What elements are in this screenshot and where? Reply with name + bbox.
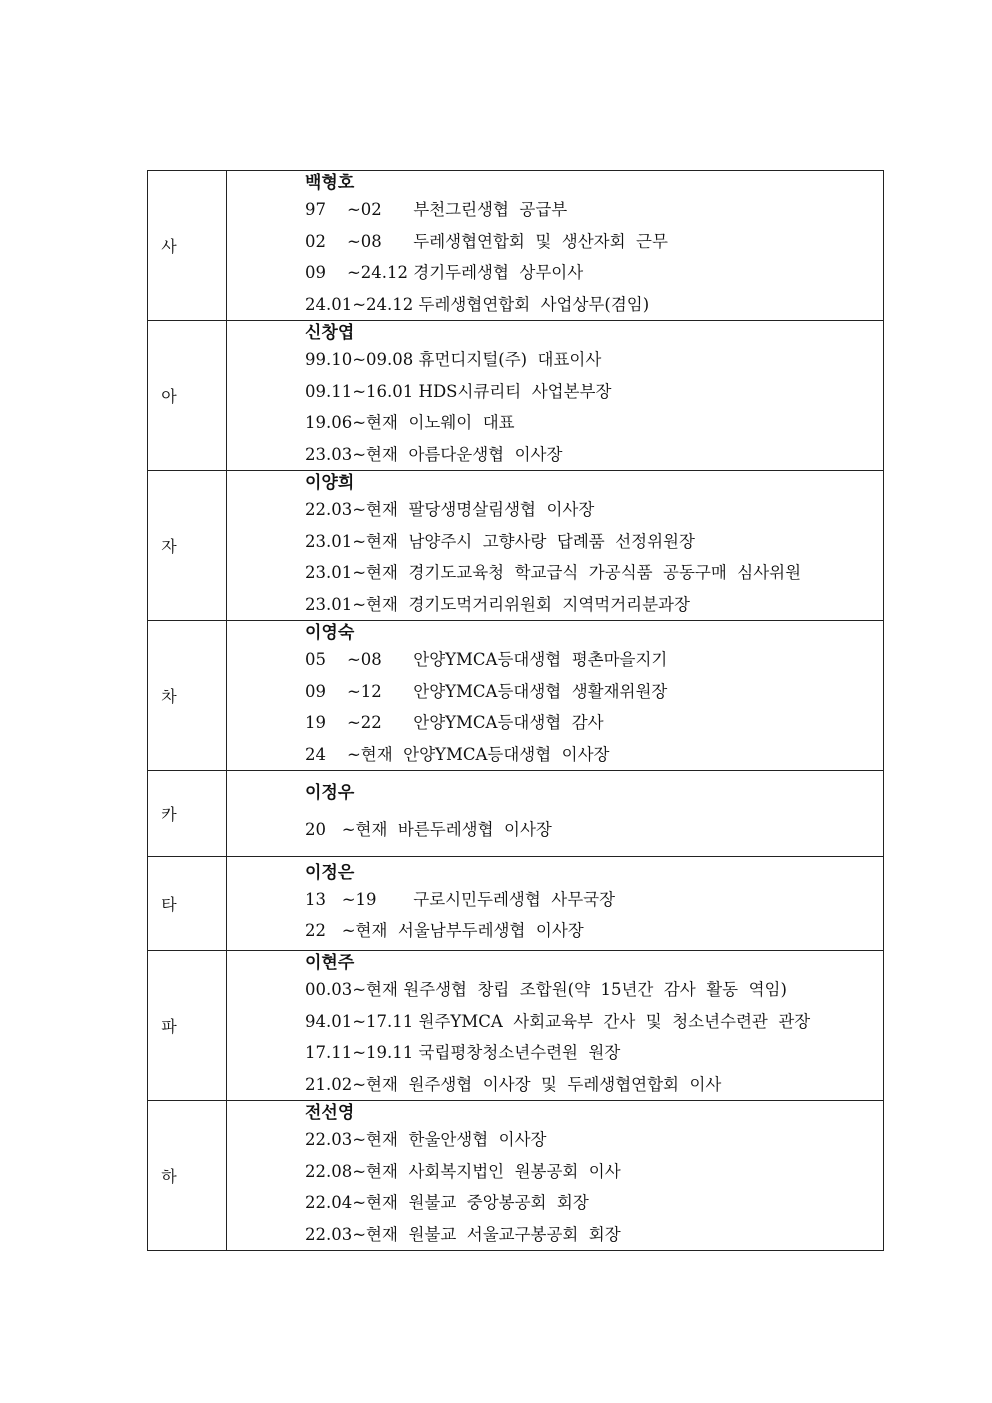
- person-name: 이현주: [305, 953, 355, 973]
- table-row: [148, 951, 884, 1101]
- table-row: [148, 621, 884, 771]
- career-period: 22.04~현재: [305, 1193, 398, 1212]
- career-item: [305, 1069, 883, 1101]
- career-description: 부천그린생협 공급부: [402, 200, 568, 219]
- table-row: [148, 171, 884, 321]
- career-period: 22.03~현재: [305, 1130, 398, 1149]
- career-period: 97 ~02: [305, 200, 403, 219]
- row-label: 파: [161, 1017, 177, 1036]
- career-item: [305, 376, 883, 408]
- career-item: [305, 494, 883, 526]
- row-content-cell: [227, 471, 884, 621]
- career-description: 팔당생명살림생협 이사장: [397, 500, 595, 519]
- career-period: 23.01~현재: [305, 594, 398, 614]
- career-table: [147, 170, 884, 1251]
- career-description: 아름다운생협 이사장: [397, 444, 563, 464]
- row-label-cell: [148, 857, 227, 951]
- career-item: [305, 226, 883, 258]
- career-item: [305, 589, 883, 621]
- career-description: 원주생협 이사장 및 두레생협연합회 이사: [397, 1074, 722, 1094]
- table-row: [148, 857, 884, 951]
- career-period: 13 ~19: [305, 889, 403, 909]
- career-description: 원주YMCA 사회교육부 간사 및 청소년수련관 관장: [413, 1011, 811, 1031]
- career-item: [305, 1219, 883, 1251]
- row-content-cell: [227, 321, 884, 471]
- career-item: [305, 257, 883, 289]
- career-description: 안양YMCA등대생협 이사장: [392, 744, 610, 764]
- career-description: 원불교 서울교구봉공회 회장: [397, 1224, 621, 1244]
- career-period: 20 ~현재: [305, 820, 388, 840]
- career-item: [305, 526, 883, 558]
- career-description: 남양주시 고향사랑 답례품 선정위원장: [397, 531, 695, 551]
- career-description: 원불교 중앙봉공회 회장: [397, 1193, 589, 1212]
- career-item: [305, 1124, 883, 1156]
- spacer: [305, 804, 883, 814]
- career-item: [305, 1006, 883, 1038]
- career-item: [305, 1037, 883, 1069]
- person-name: 이정우: [305, 783, 355, 804]
- career-item: [305, 739, 883, 771]
- person-name: 전선영: [305, 1103, 355, 1123]
- career-description: 서울남부두레생협 이사장: [387, 921, 584, 940]
- career-period: 23.03~현재: [305, 444, 398, 464]
- career-period: 23.01~현재: [305, 531, 398, 551]
- career-description: 원주생협 창립 조합원(약 15년간 감사 활동 역임): [397, 980, 787, 999]
- career-period: 05 ~08: [305, 650, 403, 669]
- career-description: 한울안생협 이사장: [397, 1130, 547, 1149]
- career-period: 22 ~현재: [305, 921, 388, 940]
- career-period: 02 ~08: [305, 231, 403, 251]
- row-label-cell: [148, 321, 227, 471]
- career-description: 구로시민두레생협 사무국장: [402, 889, 616, 909]
- career-item: [305, 915, 883, 947]
- row-content-cell: [227, 771, 884, 857]
- career-description: 국립평창청소년수련원 원장: [413, 1043, 621, 1062]
- career-description: 경기두레생협 상무이사: [408, 263, 584, 282]
- person-name: 신창엽: [305, 323, 355, 343]
- career-description: 안양YMCA등대생협 감사: [402, 713, 604, 732]
- row-label-cell: [148, 1101, 227, 1251]
- career-description: 휴먼디지털(주) 대표이사: [413, 350, 602, 369]
- person-name: 이영숙: [305, 623, 355, 643]
- career-period: 09 ~24.12: [305, 263, 409, 282]
- career-period: 09.11~16.01: [305, 381, 414, 401]
- career-item: [305, 884, 883, 916]
- career-description: 안양YMCA등대생협 생활재위원장: [402, 681, 668, 701]
- career-item: [305, 1156, 883, 1188]
- table-row: [148, 321, 884, 471]
- row-content-cell: [227, 857, 884, 951]
- career-item: [305, 344, 883, 376]
- person-name: 백형호: [305, 173, 355, 193]
- career-item: [305, 439, 883, 471]
- row-label: 자: [161, 537, 177, 556]
- row-label: 차: [161, 687, 177, 706]
- row-label: 타: [161, 895, 177, 914]
- career-item: [305, 557, 883, 589]
- row-label-cell: [148, 621, 227, 771]
- career-period: 23.01~현재: [305, 563, 398, 582]
- career-period: 99.10~09.08: [305, 350, 414, 369]
- table-row: [148, 1101, 884, 1251]
- career-description: 두레생협연합회 및 생산자회 근무: [402, 231, 668, 251]
- career-period: 24.01~24.12: [305, 294, 414, 314]
- career-period: 17.11~19.11: [305, 1043, 414, 1062]
- person-name: 이정은: [305, 862, 355, 883]
- career-description: 두레생협연합회 사업상무(겸임): [413, 294, 650, 314]
- career-period: 09 ~12: [305, 681, 403, 701]
- career-item: [305, 289, 883, 321]
- row-label: 사: [161, 237, 177, 256]
- career-period: 24 ~현재: [305, 744, 393, 764]
- row-content-cell: [227, 1101, 884, 1251]
- career-item: [305, 194, 883, 226]
- career-item: [305, 814, 883, 846]
- career-item: [305, 707, 883, 739]
- table-row: [148, 471, 884, 621]
- career-period: 22.03~현재: [305, 500, 398, 519]
- career-item: [305, 407, 883, 439]
- career-period: 22.08~현재: [305, 1161, 398, 1181]
- career-item: [305, 974, 883, 1006]
- table-row: [148, 771, 884, 857]
- row-label-cell: [148, 771, 227, 857]
- career-period: 00.03~현재: [305, 980, 398, 999]
- person-name: 이양희: [305, 473, 355, 493]
- career-description: 안양YMCA등대생협 평촌마을지기: [402, 650, 668, 669]
- career-table-body: [148, 171, 884, 1251]
- career-period: 19 ~22: [305, 713, 403, 732]
- career-description: 이노웨이 대표: [397, 413, 515, 432]
- career-description: 사회복지법인 원봉공회 이사: [397, 1161, 621, 1181]
- row-content-cell: [227, 951, 884, 1101]
- career-period: 21.02~현재: [305, 1074, 398, 1094]
- career-period: 94.01~17.11: [305, 1011, 414, 1031]
- career-item: [305, 676, 883, 708]
- career-item: [305, 1187, 883, 1219]
- career-description: HDS시큐리티 사업본부장: [413, 381, 612, 401]
- career-description: 경기도먹거리위원회 지역먹거리분과장: [397, 594, 690, 614]
- row-label: 카: [161, 805, 177, 824]
- row-label: 아: [161, 387, 177, 406]
- row-label: 하: [161, 1167, 177, 1186]
- career-period: 22.03~현재: [305, 1224, 398, 1244]
- row-label-cell: [148, 171, 227, 321]
- career-description: 바른두레생협 이사장: [387, 820, 552, 840]
- career-item: [305, 644, 883, 676]
- row-content-cell: [227, 621, 884, 771]
- row-label-cell: [148, 951, 227, 1101]
- row-label-cell: [148, 471, 227, 621]
- career-period: 19.06~현재: [305, 413, 398, 432]
- row-content-cell: [227, 171, 884, 321]
- career-description: 경기도교육청 학교급식 가공식품 공동구매 심사위원: [397, 563, 802, 582]
